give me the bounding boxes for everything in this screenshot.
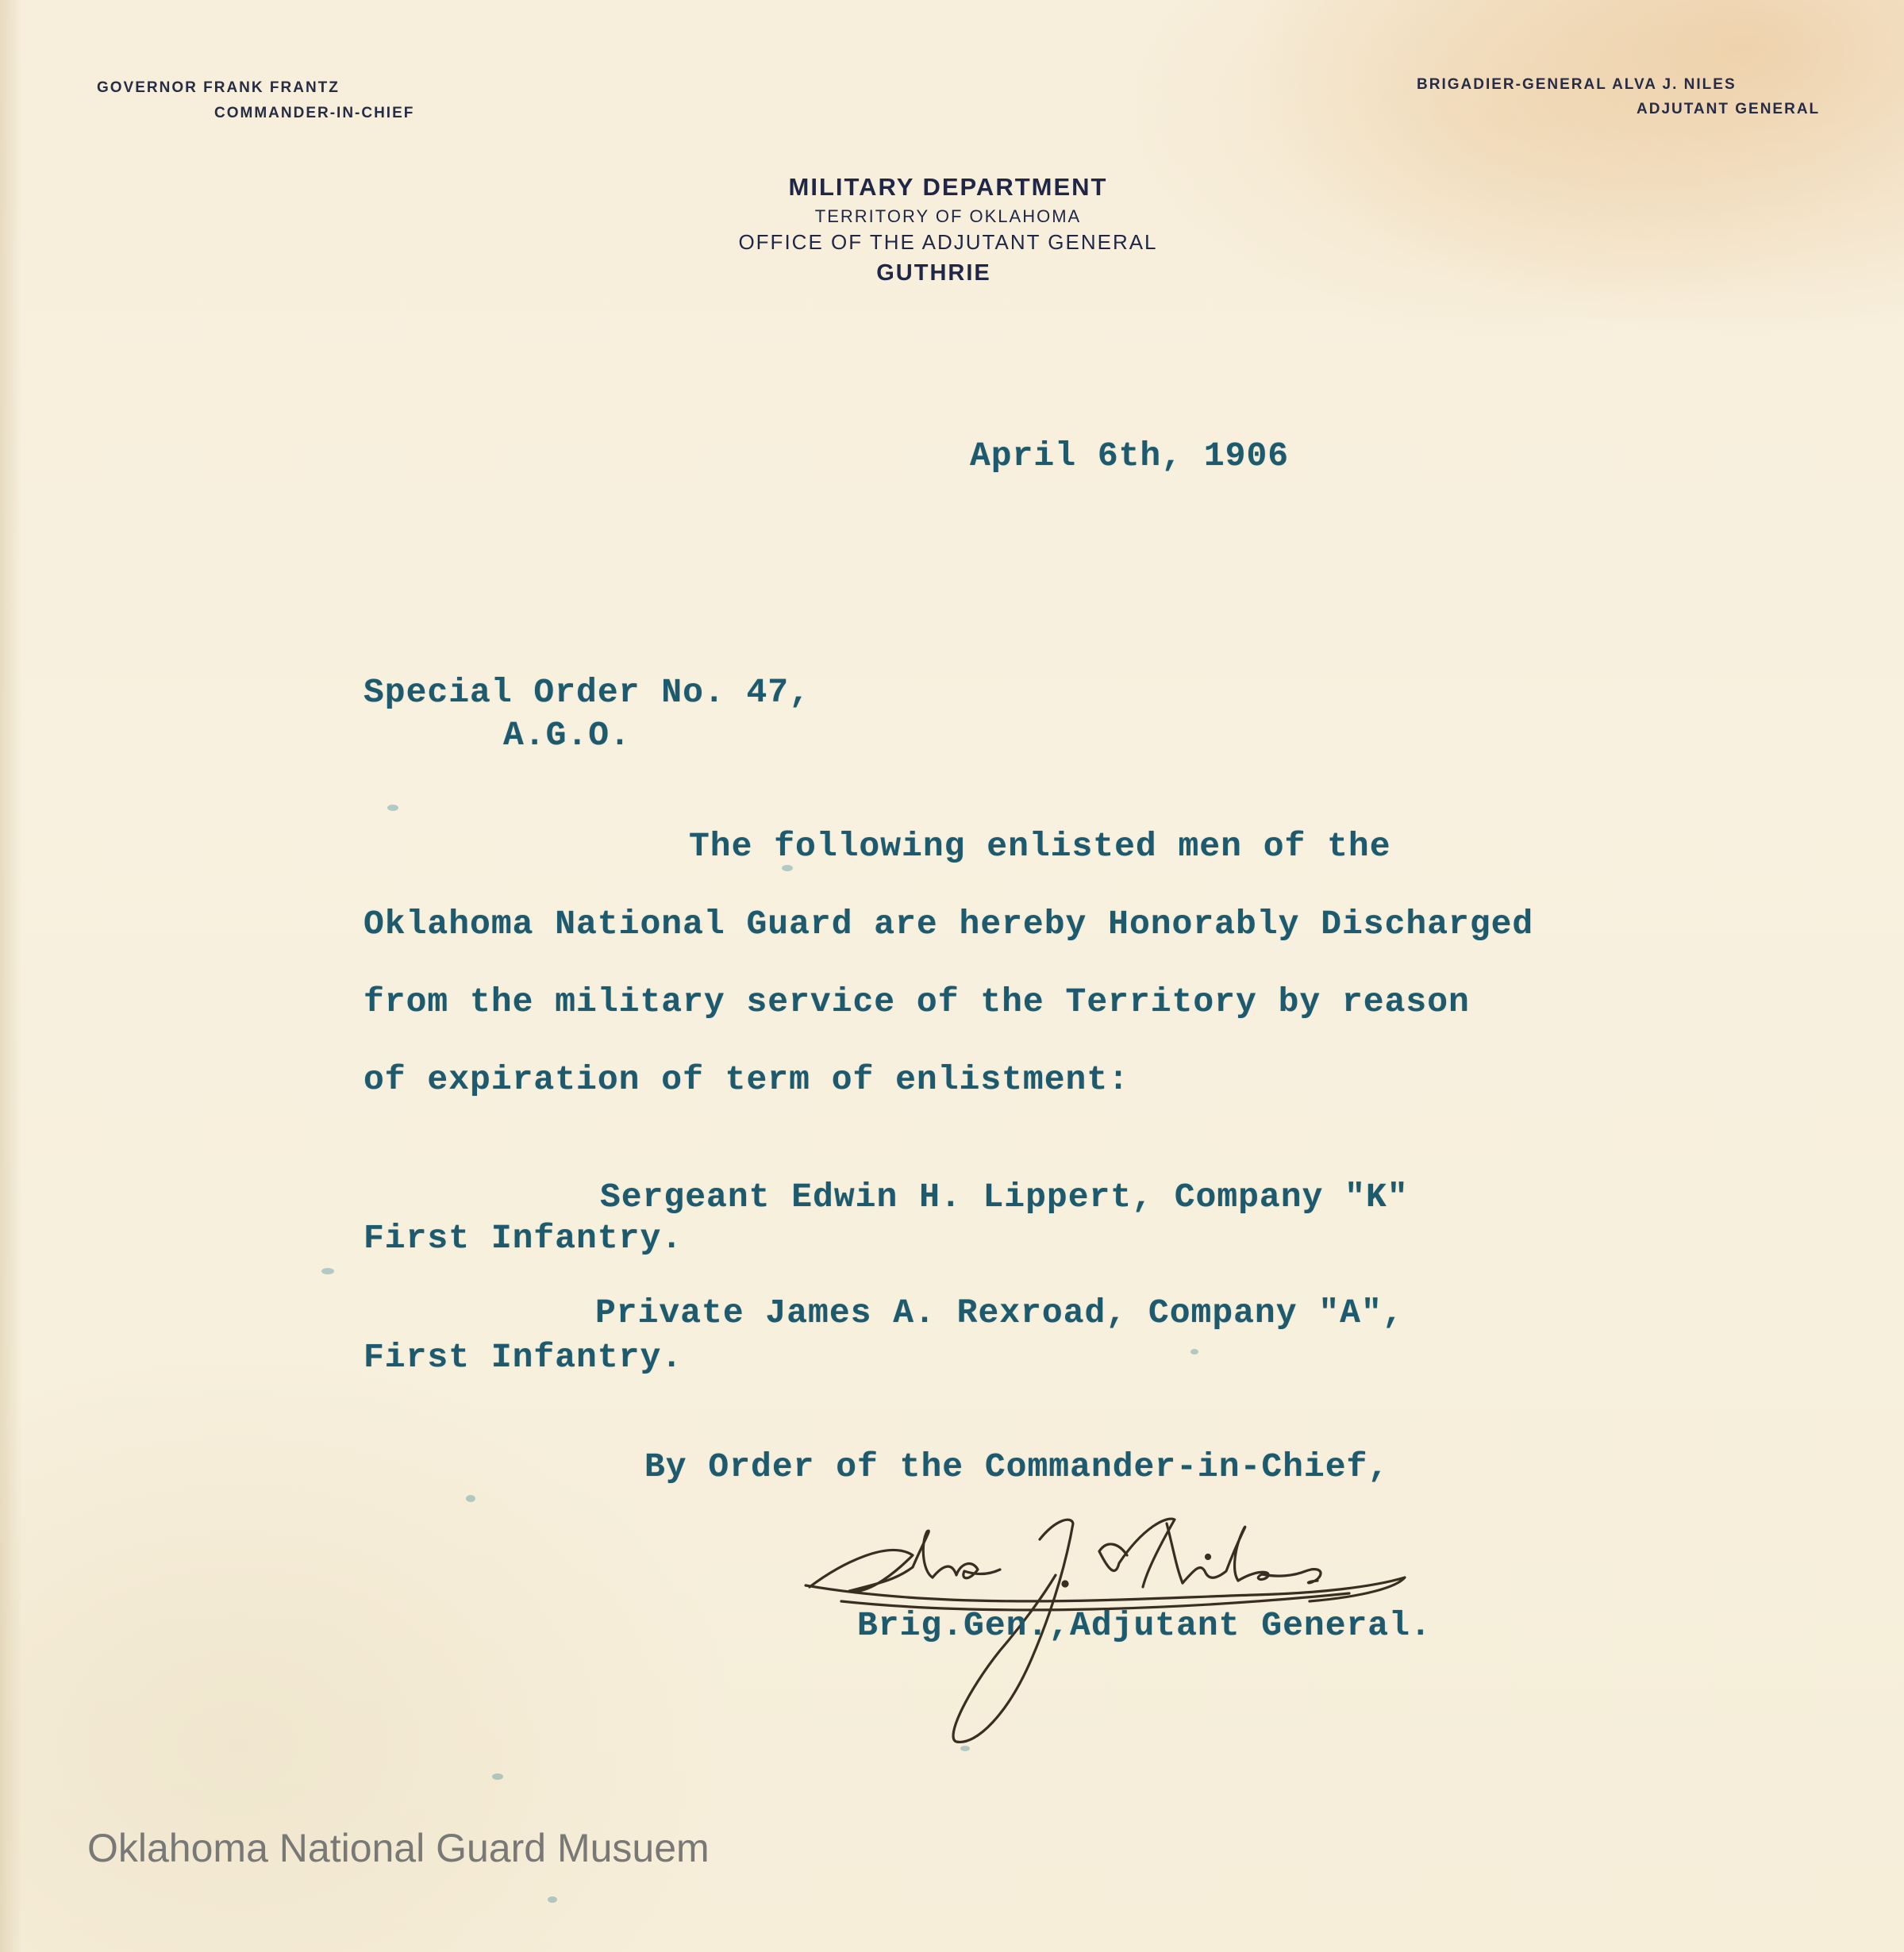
ink-speck: [960, 1746, 970, 1751]
department-heading: MILITARY DEPARTMENT: [788, 173, 1108, 201]
ink-speck: [492, 1773, 503, 1780]
order-office: A.G.O.: [503, 716, 631, 755]
letter-date: April 6th, 1906: [970, 436, 1290, 475]
adjutant-title: ADJUTANT GENERAL: [1637, 101, 1821, 117]
territory-heading: TERRITORY OF OKLAHOMA: [814, 206, 1082, 226]
body-line-2: Oklahoma National Guard are hereby Honorably Discharged: [363, 905, 1534, 943]
discharge-entry-1-line-1: Sergeant Edwin H. Lippert, Company "K": [600, 1178, 1409, 1216]
discharge-entry-1-line-2: First Infantry.: [363, 1219, 683, 1258]
body-line-3: from the military service of the Territory by reason: [363, 982, 1470, 1021]
ink-speck: [387, 805, 398, 811]
discharge-entry-2-line-2: First Infantry.: [363, 1338, 683, 1377]
adjutant-name: BRIGADIER-GENERAL ALVA J. NILES: [1417, 76, 1737, 93]
museum-watermark: Oklahoma National Guard Musuem: [87, 1826, 710, 1870]
ink-speck: [548, 1896, 557, 1903]
ink-speck: [782, 865, 793, 871]
body-line-4: of expiration of term of enlistment:: [363, 1060, 1129, 1099]
body-line-1: The following enlisted men of the: [689, 827, 1391, 866]
discharge-entry-2-line-1: Private James A. Rexroad, Company "A",: [595, 1293, 1404, 1332]
special-order-number: Special Order No. 47,: [363, 673, 810, 712]
ink-speck: [466, 1495, 475, 1502]
ink-speck: [1190, 1349, 1198, 1354]
city-heading: GUTHRIE: [876, 260, 991, 286]
signer-title: Brig.Gen.,Adjutant General.: [857, 1606, 1432, 1645]
governor-title: COMMANDER-IN-CHIEF: [214, 105, 415, 121]
office-heading: OFFICE OF THE ADJUTANT GENERAL: [738, 230, 1158, 254]
governor-name: GOVERNOR FRANK FRANTZ: [97, 79, 340, 96]
closing-line: By Order of the Commander-in-Chief,: [644, 1447, 1390, 1486]
paper-left-edge: [0, 0, 22, 1952]
ink-speck: [321, 1268, 334, 1274]
